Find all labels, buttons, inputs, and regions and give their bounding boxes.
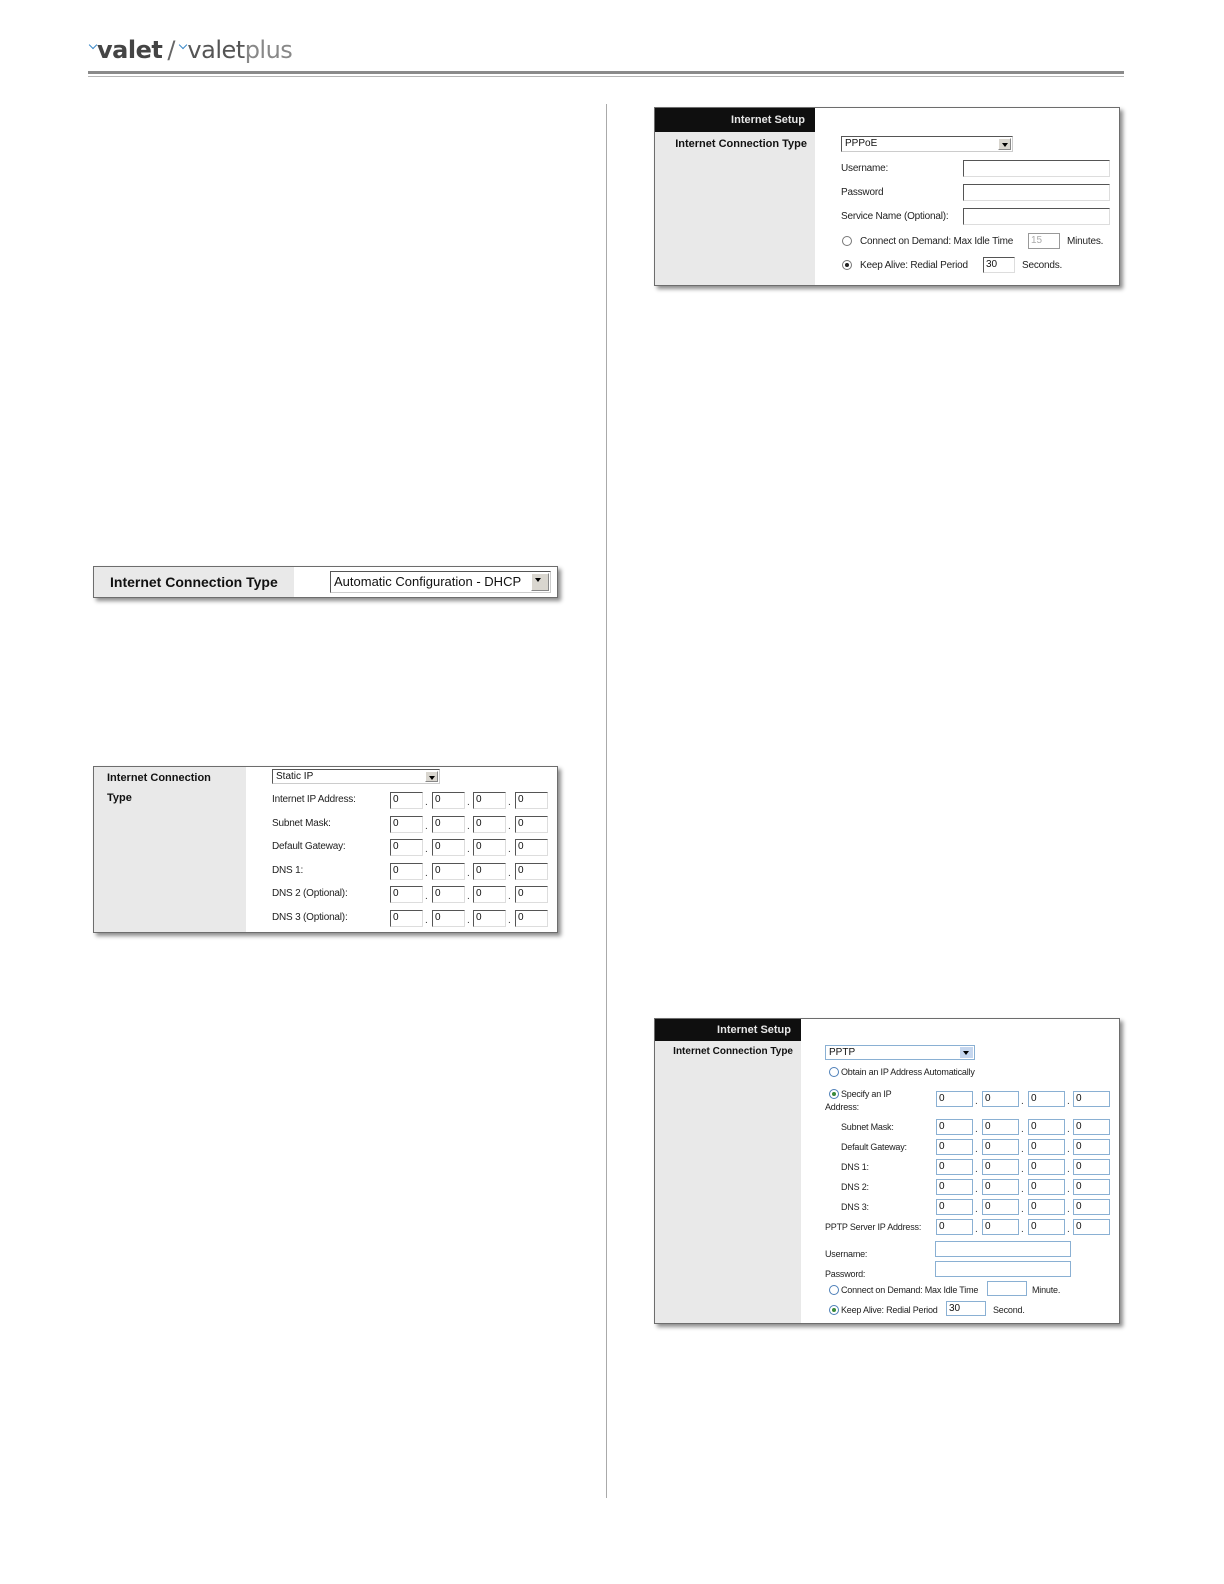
- brand-name-plus: plus: [244, 36, 293, 64]
- octet-separator: .: [975, 1096, 978, 1107]
- connection-type-select[interactable]: [272, 769, 440, 784]
- ip-row-label: Subnet Mask:: [841, 1122, 894, 1132]
- ip-octet-input[interactable]: 0: [473, 886, 506, 903]
- pppoe-screenshot: [654, 107, 1120, 286]
- ip-octet-input[interactable]: 0: [1073, 1199, 1110, 1215]
- ip-row-label: Internet IP Address:: [272, 794, 356, 805]
- section-title: Internet Setup: [655, 108, 815, 132]
- check-tick-icon: [179, 41, 187, 49]
- ip-octet-input[interactable]: 0: [473, 839, 506, 856]
- brand-slash: /: [167, 36, 176, 64]
- max-idle-time-input[interactable]: 15: [1028, 233, 1060, 249]
- octet-separator: .: [1021, 1164, 1024, 1175]
- password-input[interactable]: [963, 184, 1110, 201]
- ip-row-label: DNS 3 (Optional):: [272, 911, 348, 923]
- connect-on-demand-label: Connect on Demand: Max Idle Time: [841, 1285, 979, 1295]
- ip-octet-input[interactable]: 0: [1028, 1219, 1065, 1235]
- ip-octet-input[interactable]: 0: [1028, 1159, 1065, 1175]
- octet-separator: .: [1067, 1164, 1070, 1175]
- column-divider: [606, 104, 607, 1498]
- ip-octet-input[interactable]: 0: [1028, 1179, 1065, 1195]
- obtain-ip-radio[interactable]: [829, 1067, 839, 1077]
- section-title: Internet Setup: [655, 1019, 801, 1041]
- octet-separator: .: [1021, 1144, 1024, 1155]
- redial-period-input[interactable]: 30: [946, 1301, 986, 1316]
- ip-octet-input[interactable]: 0: [982, 1179, 1019, 1195]
- ip-row-label: Default Gateway:: [272, 841, 346, 852]
- chevron-down-icon[interactable]: [531, 573, 549, 591]
- ip-octet-input[interactable]: 0: [390, 886, 423, 903]
- brand-name-valet-plus: valet: [187, 36, 245, 64]
- octet-separator: .: [1067, 1204, 1070, 1215]
- octet-separator: .: [1067, 1224, 1070, 1235]
- dhcp-screenshot: [93, 566, 558, 598]
- second-unit-label: Second.: [993, 1305, 1025, 1315]
- octet-separator: .: [467, 820, 470, 832]
- seconds-unit-label: Seconds.: [1022, 260, 1063, 271]
- ip-octet-input[interactable]: 0: [515, 863, 548, 880]
- ip-octet-input[interactable]: 0: [515, 792, 548, 809]
- ip-octet-input[interactable]: 0: [982, 1119, 1019, 1135]
- ip-octet-input[interactable]: 0: [390, 792, 423, 809]
- ip-octet-input[interactable]: 0: [982, 1199, 1019, 1215]
- minutes-unit-label: Minutes.: [1067, 236, 1104, 247]
- ip-octet-input[interactable]: 0: [390, 839, 423, 856]
- header-rule: [88, 71, 1124, 74]
- header-rule-thin: [88, 76, 1124, 77]
- connection-type-select[interactable]: [330, 571, 551, 593]
- ip-octet-input[interactable]: 0: [982, 1139, 1019, 1155]
- ip-octet-input[interactable]: 0: [1028, 1091, 1065, 1107]
- ip-octet-input[interactable]: 0: [515, 839, 548, 856]
- ip-row-label: PPTP Server IP Address:: [825, 1222, 922, 1232]
- octet-separator: .: [425, 820, 428, 832]
- octet-separator: .: [467, 797, 470, 808]
- connect-on-demand-radio[interactable]: [842, 236, 852, 246]
- connection-type-value: PPTP: [829, 1047, 856, 1058]
- octet-separator: .: [425, 844, 428, 855]
- ip-octet-input[interactable]: 0: [1028, 1119, 1065, 1135]
- brand-logo: [90, 36, 292, 66]
- check-tick-icon: [89, 41, 97, 49]
- chevron-down-icon[interactable]: [960, 1047, 973, 1058]
- octet-separator: .: [508, 820, 511, 832]
- chevron-down-icon[interactable]: [425, 771, 438, 782]
- ip-octet-input[interactable]: 0: [1073, 1219, 1110, 1235]
- ip-octet-input[interactable]: 0: [515, 886, 548, 903]
- connection-type-select[interactable]: [825, 1045, 975, 1060]
- redial-period-input[interactable]: 30: [983, 257, 1015, 273]
- ip-row-label: DNS 3:: [841, 1202, 869, 1212]
- username-input[interactable]: [935, 1241, 1071, 1257]
- ip-octet-input[interactable]: 0: [432, 839, 465, 856]
- octet-separator: .: [1021, 1204, 1024, 1215]
- password-input[interactable]: [935, 1261, 1071, 1277]
- octet-separator: .: [425, 891, 428, 902]
- static-ip-screenshot: [93, 766, 558, 933]
- keep-alive-radio[interactable]: [829, 1305, 839, 1315]
- octet-separator: .: [425, 867, 428, 879]
- ip-octet-input[interactable]: 0: [432, 792, 465, 809]
- connection-type-value: PPPoE: [845, 138, 878, 149]
- ip-octet-input[interactable]: 0: [473, 910, 506, 927]
- octet-separator: .: [467, 867, 470, 879]
- ip-octet-input[interactable]: 0: [936, 1159, 973, 1175]
- octet-separator: .: [425, 797, 428, 808]
- ip-octet-input[interactable]: 0: [982, 1159, 1019, 1175]
- octet-separator: .: [508, 891, 511, 902]
- octet-separator: .: [508, 867, 511, 879]
- ip-row-label: DNS 2:: [841, 1182, 869, 1192]
- ip-octet-input[interactable]: 0: [473, 792, 506, 809]
- ip-octet-input[interactable]: 0: [1073, 1159, 1110, 1175]
- ip-octet-input[interactable]: 0: [1028, 1199, 1065, 1215]
- ip-octet-input[interactable]: 0: [936, 1179, 973, 1195]
- ip-octet-input[interactable]: 0: [390, 863, 423, 880]
- ip-octet-input[interactable]: 0: [1028, 1139, 1065, 1155]
- ip-octet-input[interactable]: 0: [432, 886, 465, 903]
- pptp-screenshot: [654, 1018, 1120, 1324]
- keep-alive-label: Keep Alive: Redial Period: [860, 260, 968, 271]
- ip-octet-input[interactable]: 0: [390, 816, 423, 833]
- connection-type-label: Internet Connection Type: [675, 138, 807, 150]
- ip-octet-input[interactable]: 0: [473, 863, 506, 880]
- max-idle-time-input[interactable]: [987, 1281, 1027, 1296]
- octet-separator: .: [425, 914, 428, 926]
- ip-octet-input[interactable]: 0: [515, 910, 548, 927]
- connection-type-label: Internet Connection Type: [110, 574, 278, 590]
- octet-separator: .: [975, 1224, 978, 1235]
- chevron-down-icon[interactable]: [998, 138, 1011, 150]
- octet-separator: .: [1067, 1096, 1070, 1107]
- ip-octet-input[interactable]: 0: [936, 1119, 973, 1135]
- connection-type-label: Internet Connection Type: [673, 1046, 793, 1057]
- octet-separator: .: [1021, 1096, 1024, 1107]
- octet-separator: .: [508, 914, 511, 926]
- connection-type-label: Internet Connection Type: [107, 772, 211, 804]
- connect-on-demand-radio[interactable]: [829, 1285, 839, 1295]
- octet-separator: .: [975, 1144, 978, 1155]
- ip-row-label: DNS 1:: [272, 864, 304, 876]
- minute-unit-label: Minute.: [1032, 1285, 1061, 1295]
- octet-separator: .: [975, 1184, 978, 1195]
- ip-row-label: DNS 2 (Optional):: [272, 888, 348, 899]
- ip-octet-input[interactable]: 0: [1073, 1179, 1110, 1195]
- ip-row-label: Subnet Mask:: [272, 817, 331, 829]
- ip-row-label: Default Gateway:: [841, 1142, 907, 1152]
- ip-octet-input[interactable]: 0: [982, 1091, 1019, 1107]
- ip-octet-input[interactable]: 0: [936, 1091, 973, 1107]
- ip-octet-input[interactable]: 0: [982, 1219, 1019, 1235]
- octet-separator: .: [1067, 1124, 1070, 1135]
- ip-octet-input[interactable]: 0: [473, 816, 506, 833]
- brand-name-valet: valet: [97, 36, 163, 64]
- connection-type-select[interactable]: [841, 136, 1013, 152]
- username-label: Username:: [841, 163, 889, 174]
- octet-separator: .: [975, 1164, 978, 1175]
- keep-alive-label: Keep Alive: Redial Period: [841, 1305, 938, 1315]
- octet-separator: .: [508, 844, 511, 855]
- ip-row-label: DNS 1:: [841, 1162, 869, 1172]
- ip-octet-input[interactable]: 0: [936, 1219, 973, 1235]
- keep-alive-radio[interactable]: [842, 260, 852, 270]
- octet-separator: .: [975, 1124, 978, 1135]
- ip-octet-input[interactable]: 0: [432, 863, 465, 880]
- specify-ip-label: Specify an IP: [841, 1089, 892, 1099]
- octet-separator: .: [1067, 1144, 1070, 1155]
- ip-octet-input[interactable]: 0: [390, 910, 423, 927]
- octet-separator: .: [467, 914, 470, 926]
- octet-separator: .: [1021, 1184, 1024, 1195]
- ip-octet-input[interactable]: 0: [1073, 1119, 1110, 1135]
- ip-octet-input[interactable]: 0: [1073, 1139, 1110, 1155]
- connection-type-value: Automatic Configuration - DHCP: [334, 574, 522, 589]
- password-label: Password: [841, 187, 884, 198]
- connection-type-value: Static IP: [276, 771, 314, 782]
- ip-octet-input[interactable]: 0: [1073, 1091, 1110, 1107]
- specify-ip-radio[interactable]: [829, 1089, 839, 1099]
- octet-separator: .: [467, 844, 470, 855]
- ip-octet-input[interactable]: 0: [432, 910, 465, 927]
- ip-octet-input[interactable]: 0: [515, 816, 548, 833]
- ip-octet-input[interactable]: 0: [936, 1139, 973, 1155]
- service-name-label: Service Name (Optional):: [841, 211, 949, 222]
- specify-ip-label-line2: Address:: [825, 1102, 859, 1112]
- username-label: Username:: [825, 1249, 868, 1259]
- ip-octet-input[interactable]: 0: [432, 816, 465, 833]
- octet-separator: .: [467, 891, 470, 902]
- octet-separator: .: [1021, 1224, 1024, 1235]
- obtain-ip-label: Obtain an IP Address Automatically: [841, 1067, 975, 1077]
- connect-on-demand-label: Connect on Demand: Max Idle Time: [860, 236, 1014, 247]
- service-name-input[interactable]: [963, 208, 1110, 225]
- octet-separator: .: [508, 797, 511, 808]
- octet-separator: .: [1067, 1184, 1070, 1195]
- username-input[interactable]: [963, 160, 1110, 177]
- octet-separator: .: [975, 1204, 978, 1215]
- password-label: Password:: [825, 1269, 866, 1279]
- octet-separator: .: [1021, 1124, 1024, 1135]
- ip-octet-input[interactable]: 0: [936, 1199, 973, 1215]
